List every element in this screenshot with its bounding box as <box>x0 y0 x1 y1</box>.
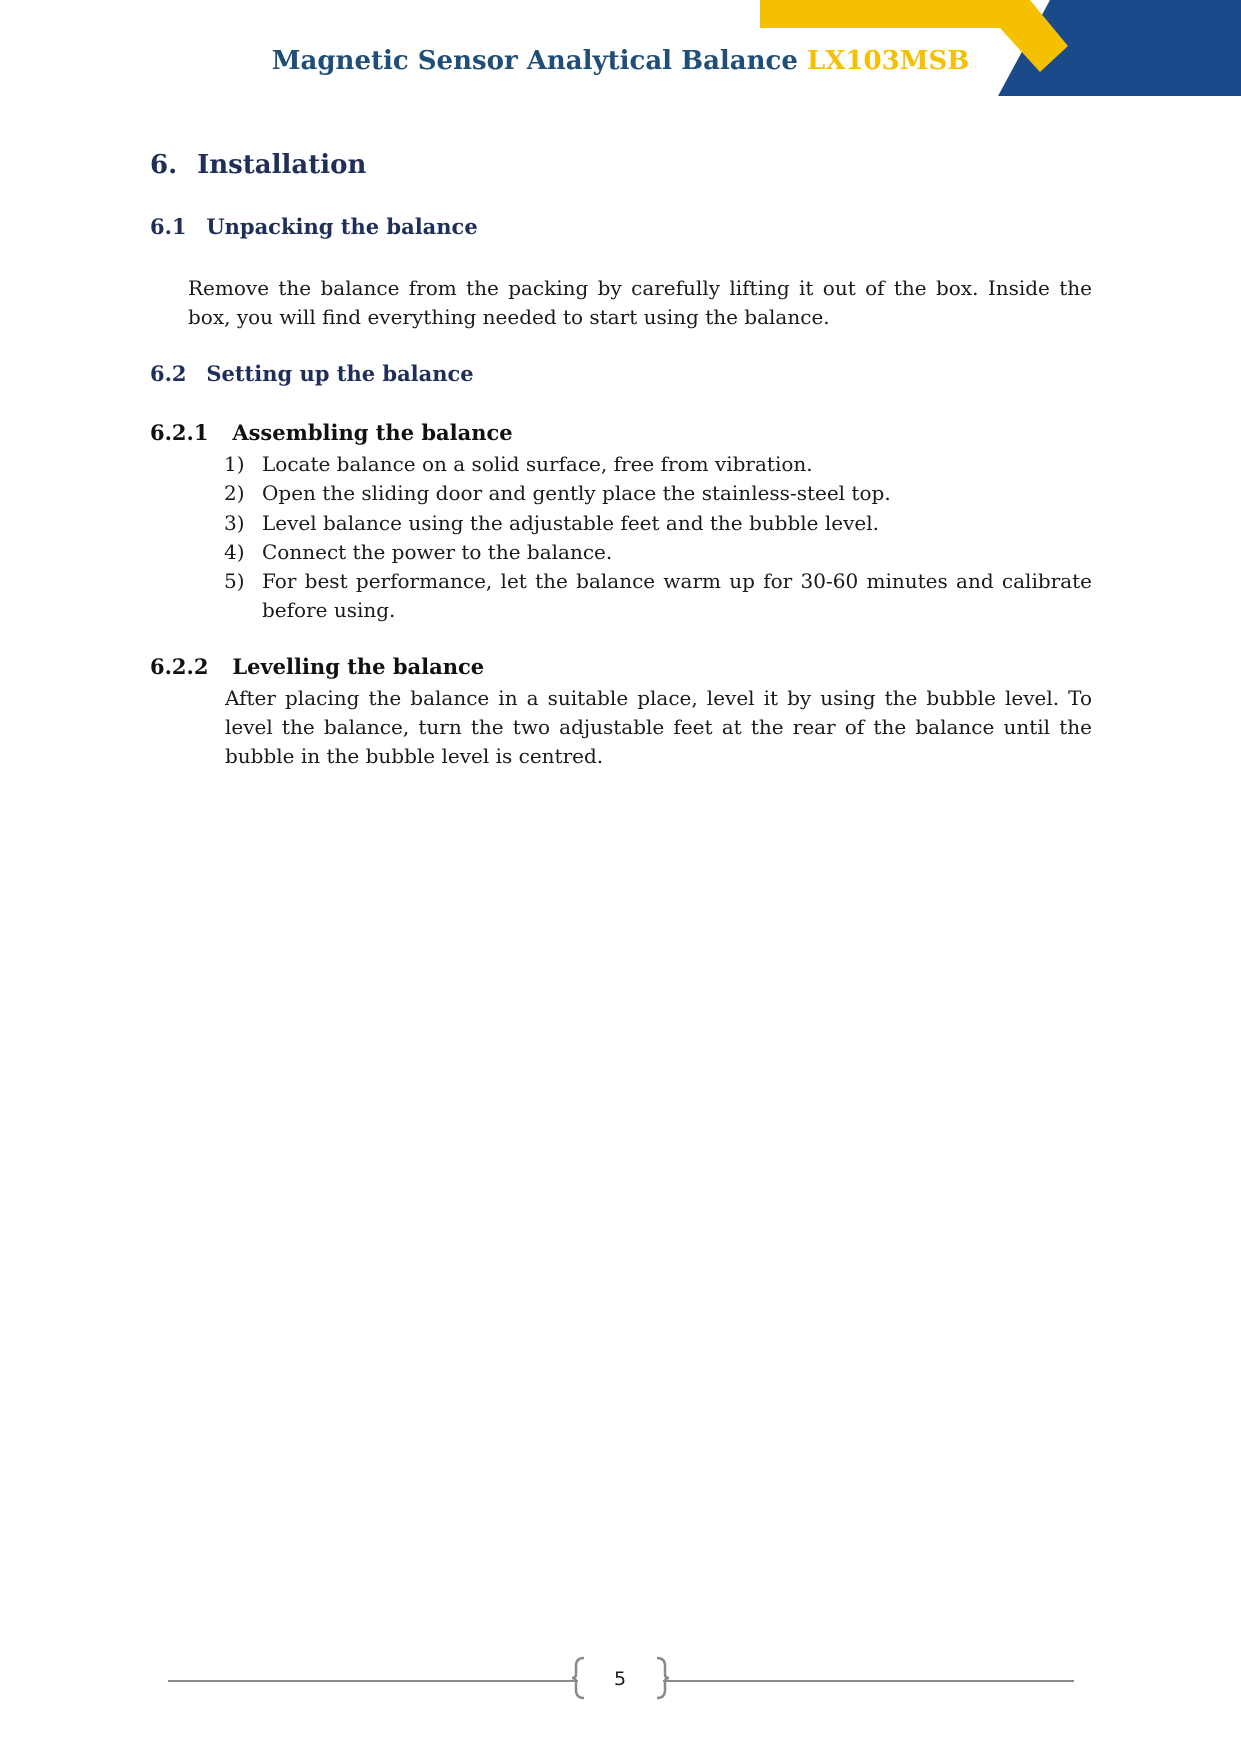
levelling-heading <box>150 654 484 679</box>
levelling-number: 6.2.2 <box>150 654 209 679</box>
document-header-title <box>0 46 1241 76</box>
step-number: 2) <box>224 481 245 506</box>
step-number: 1) <box>224 452 245 476</box>
footer-rule-left <box>168 1680 578 1682</box>
step-text: Level balance using the adjustable feet and the bubble level. <box>262 510 879 535</box>
section-heading <box>150 150 366 180</box>
subsection-unpacking-number: 6.1 <box>150 214 187 239</box>
step-text: For best performance, let the balance warm up for 30-60 minutes and calibrate before using. <box>262 569 1092 623</box>
step-text: Connect the power to the balance. <box>262 539 613 564</box>
step-number: 5) <box>224 569 245 594</box>
subsection-setting-up-number: 6.2 <box>150 361 187 386</box>
list-item <box>224 509 1092 538</box>
subsection-setting-up-title: Setting up the balance <box>206 361 474 386</box>
list-item <box>224 450 1092 479</box>
assembling-heading <box>150 420 513 445</box>
levelling-paragraph: After placing the balance in a suitable place, level it by using the bubble level. To level the balance, turn the two adjustable feet at the rear of the balance until the bubble in the bubble level is centred. <box>225 686 1092 768</box>
footer-right-bracket <box>655 1656 669 1700</box>
subsection-setting-up-heading <box>150 361 474 386</box>
list-item <box>224 567 1092 626</box>
unpacking-paragraph: Remove the balance from the packing by carefully lifting it out of the box. Inside the box, you will find everything needed to start using the balance. <box>188 276 1092 329</box>
levelling-title: Levelling the balance <box>232 654 485 679</box>
subsection-unpacking-heading <box>150 214 478 239</box>
list-item <box>224 479 1092 508</box>
assembling-number: 6.2.1 <box>150 420 209 445</box>
assembling-title: Assembling the balance <box>232 420 513 445</box>
step-text: Open the sliding door and gently place the stainless-steel top. <box>262 481 891 506</box>
page-number: 5 <box>613 1668 627 1690</box>
list-item <box>224 538 1092 567</box>
step-number: 3) <box>224 510 245 535</box>
subsection-unpacking-title: Unpacking the balance <box>206 214 478 239</box>
header-model-number: LX103MSB <box>807 46 970 76</box>
header-product-name: Magnetic Sensor Analytical Balance <box>271 46 798 76</box>
assembling-steps-list <box>224 450 1092 626</box>
step-number: 4) <box>224 539 245 564</box>
step-text: Locate balance on a solid surface, free from vibration. <box>262 452 813 476</box>
footer-left-bracket <box>572 1656 586 1700</box>
footer-rule-right <box>663 1680 1074 1682</box>
section-number: 6. <box>150 150 178 180</box>
section-title: Installation <box>197 150 367 180</box>
